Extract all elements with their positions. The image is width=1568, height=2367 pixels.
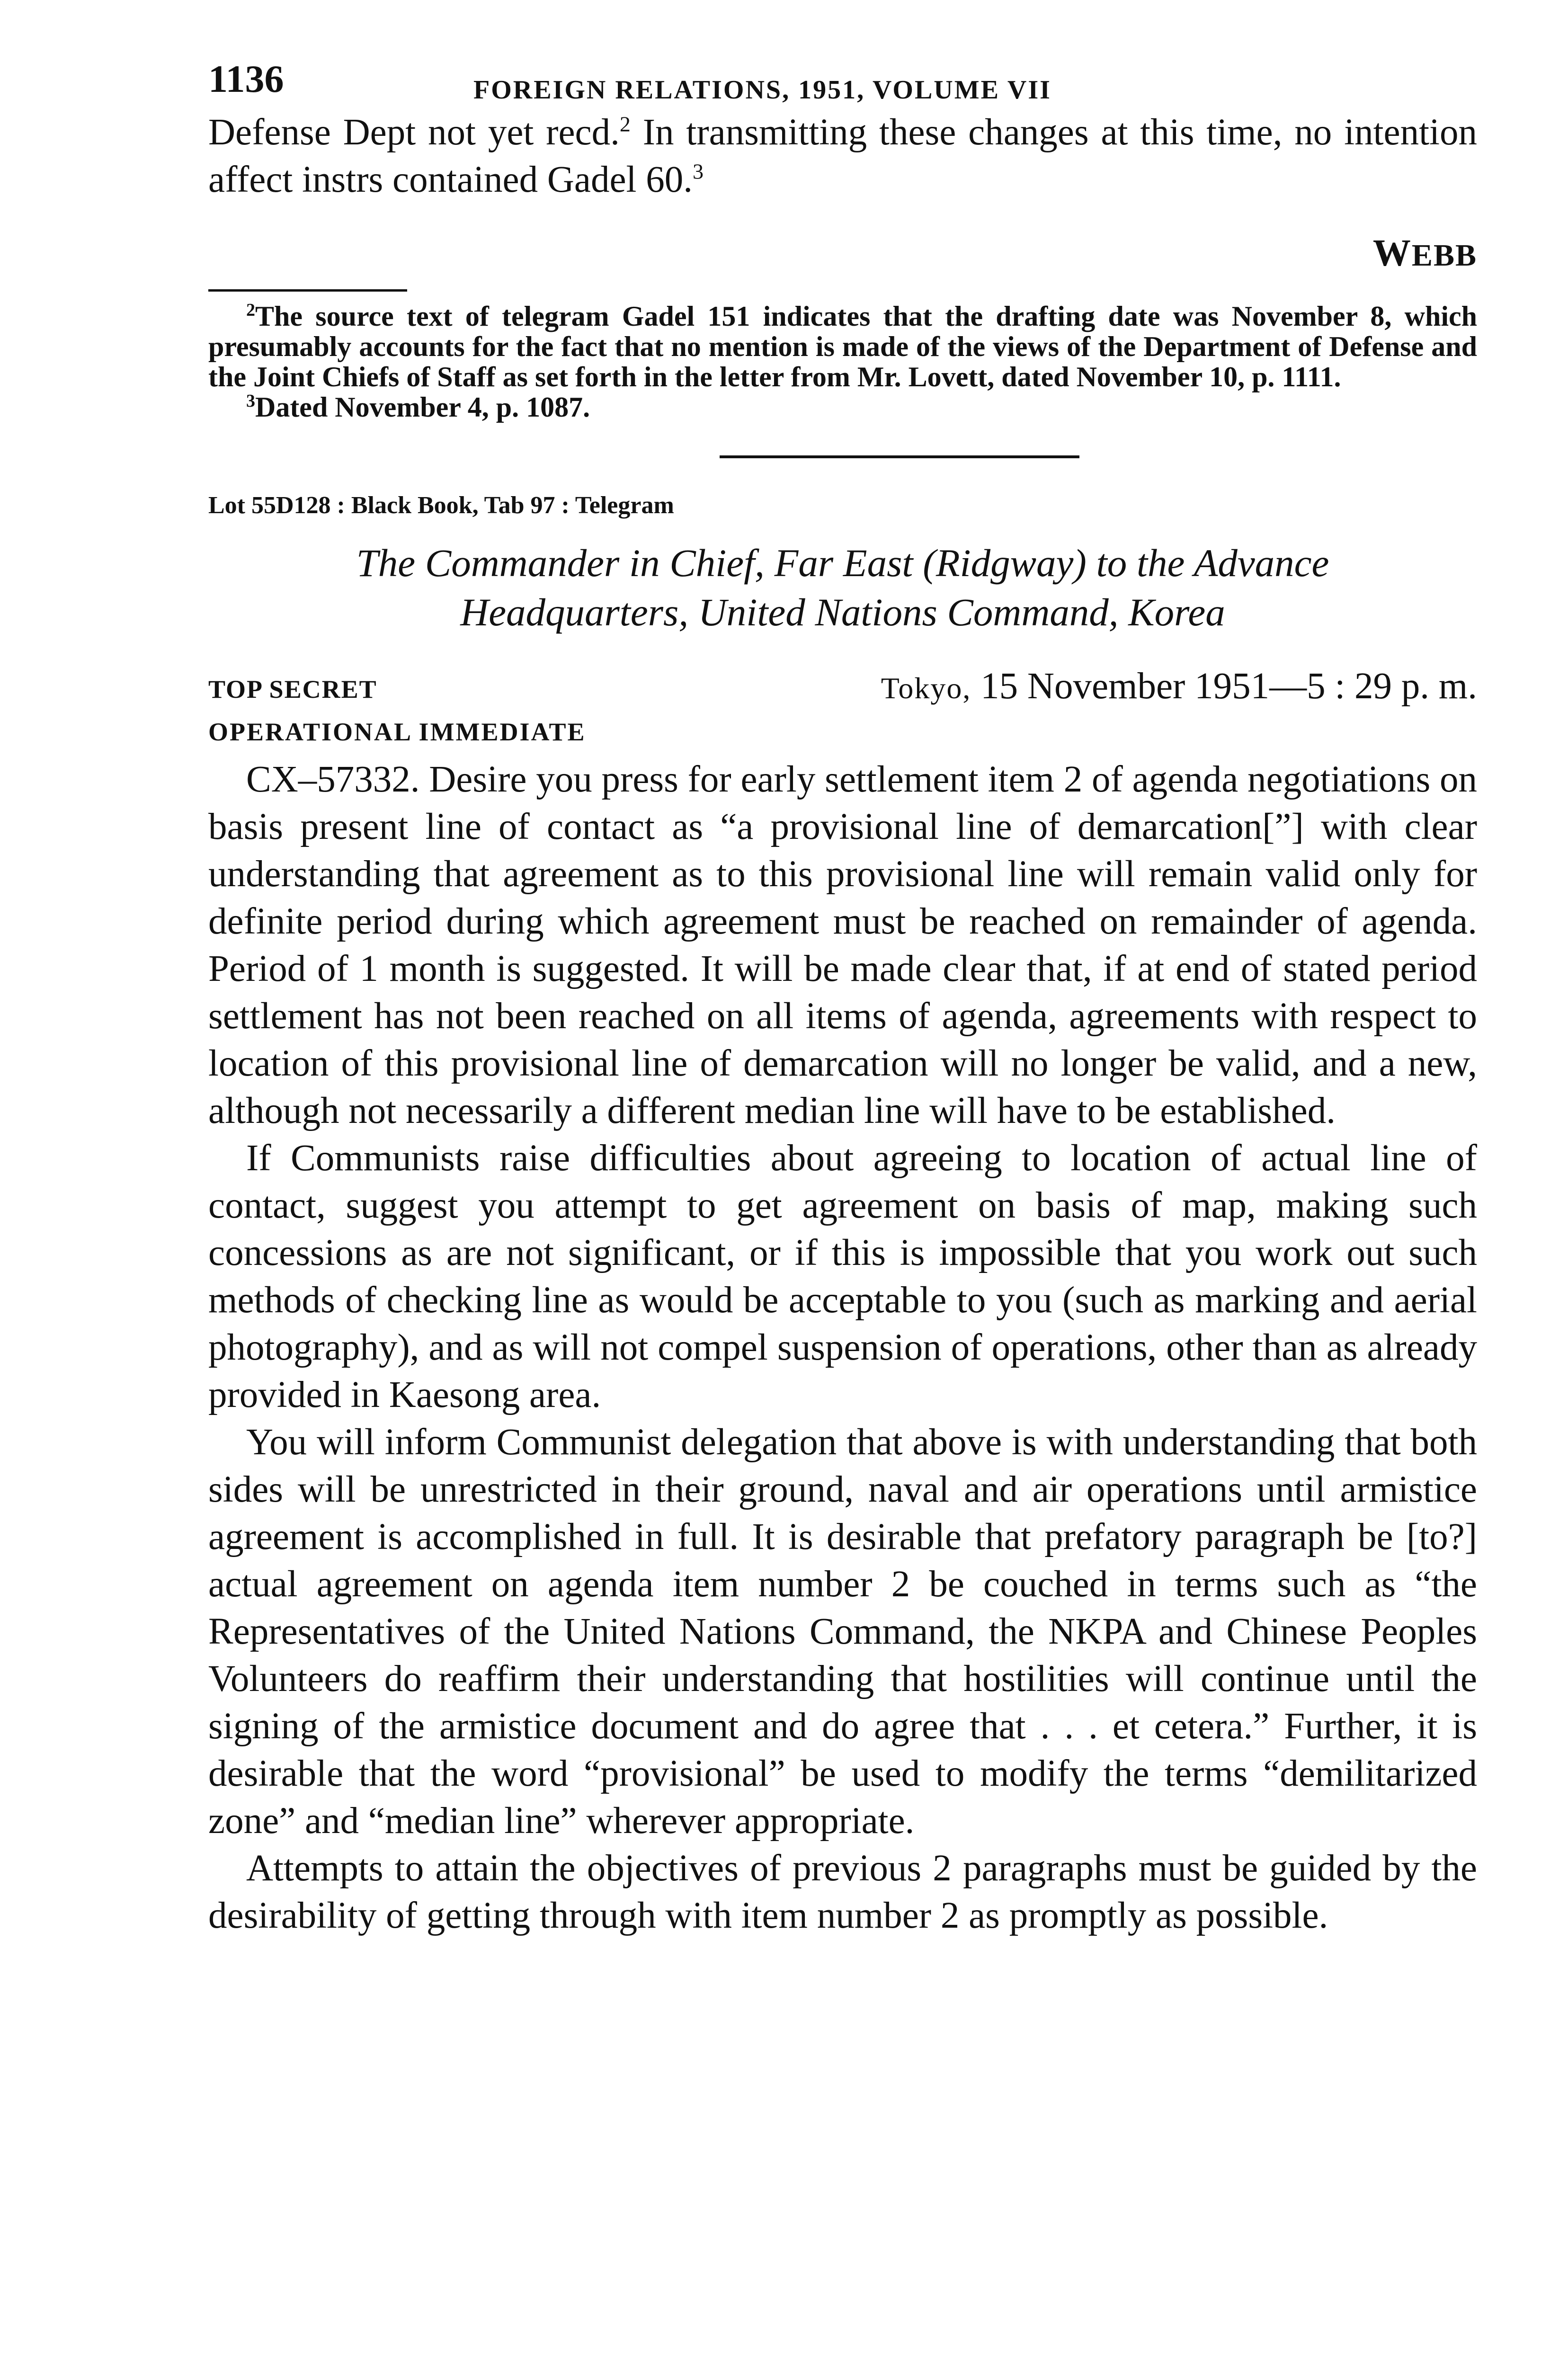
footnote-marker: 3 xyxy=(246,391,255,411)
running-head xyxy=(208,52,1477,109)
footnote-3 xyxy=(208,392,1477,422)
body-paragraph-4: Attempts to attain the objectives of previous 2 paragraphs must be guided by the desirability of getting through with item number 2 as promptly as possible. xyxy=(208,1848,1477,1936)
carryover-paragraph xyxy=(208,109,1477,204)
carryover-text-2: In transmitting these changes at this time, no intention affect instrs contained Gadel 60. xyxy=(208,112,1477,200)
dateline-place: Tokyo, xyxy=(881,671,971,705)
document-heading-row xyxy=(208,665,1477,717)
footnote-marker: 2 xyxy=(246,300,255,320)
dateline xyxy=(881,665,1477,708)
classification-label: TOP SECRET xyxy=(208,675,377,703)
footnote-ref-3: 3 xyxy=(693,159,704,184)
body-paragraph-2: If Communists raise difficulties about agreeing to location of actual line of contact, suggest you attempt to get agreement on basis of map, making such concessions as are not significant, or if this is impossible that you work out such methods of checking line as would be acceptable to you (such as marking and aerial photography), and as will not compel suspension of operations, other than as already provided in Kaesong area. xyxy=(208,1138,1477,1415)
footnote-ref-2: 2 xyxy=(619,112,631,136)
signature-rest: EBB xyxy=(1411,238,1477,273)
body-paragraph-3: You will inform Communist delegation that above is with understanding that both sides will be unrestricted in their ground, naval and air operations until armistice agreement is accomplished in full. It is desirable that prefatory paragraph be [to?] actual agreement on agenda item number 2 be couched in terms such as “the Representatives of the United Nations Command, the NKPA and Chinese Peoples Volunteers do reaffirm their understanding that hostilities will continue until the signing of the armistice document and do agree that . . . et cetera.” Further, it is desirable that the word “provisional” be used to modify the terms “demilitarized zone” and “median line” wherever appropriate. xyxy=(208,1422,1477,1842)
page xyxy=(208,52,1477,1940)
document-title xyxy=(208,538,1477,637)
source-citation: Lot 55D128 : Black Book, Tab 97 : Telegram xyxy=(208,492,674,519)
document-title-line-1: The Commander in Chief, Far East (Ridgway) to the Advance xyxy=(356,541,1329,585)
footnote-rule xyxy=(208,289,407,292)
document-title-line-2: Headquarters, United Nations Command, Korea xyxy=(460,590,1225,634)
dateline-date: 15 November 1951—5 : 29 p. m. xyxy=(971,666,1477,707)
footnote-2 xyxy=(208,301,1477,392)
running-title: FOREIGN RELATIONS, 1951, VOLUME VII xyxy=(473,75,1051,105)
footnote-text: The source text of telegram Gadel 151 indicates that the drafting date was November 8, which presumably accounts for the fact that no mention is made of the views of the Department of Defense and the Joint Chiefs of Staff as set forth in the letter from Mr. Lovett, dated November 10, p. 1111. xyxy=(208,301,1477,392)
body-paragraph-1: CX–57332. Desire you press for early settlement item 2 of agenda negotiations on basis present line of contact as “a provisional line of demarcation[”] with clear understanding that agreement as to this provisional line will remain valid only for definite period during which agreement must be reached on remainder of agenda. Period of 1 month is suggested. It will be made clear that, if at end of stated period settlement has not been reached on all items of agenda, agreements with respect to location of this provisional line of demarcation will no longer be valid, and a new, although not necessarily a different median line will have to be established. xyxy=(208,759,1477,1131)
carryover-text-1: Defense Dept not yet recd. xyxy=(208,112,620,153)
section-divider xyxy=(720,455,1079,458)
page-number: 1136 xyxy=(208,57,284,100)
footnote-text: Dated November 4, p. 1087. xyxy=(255,392,590,423)
precedence-label: OPERATIONAL IMMEDIATE xyxy=(208,718,586,746)
signature-initial: W xyxy=(1372,232,1412,274)
signature xyxy=(208,232,1477,275)
